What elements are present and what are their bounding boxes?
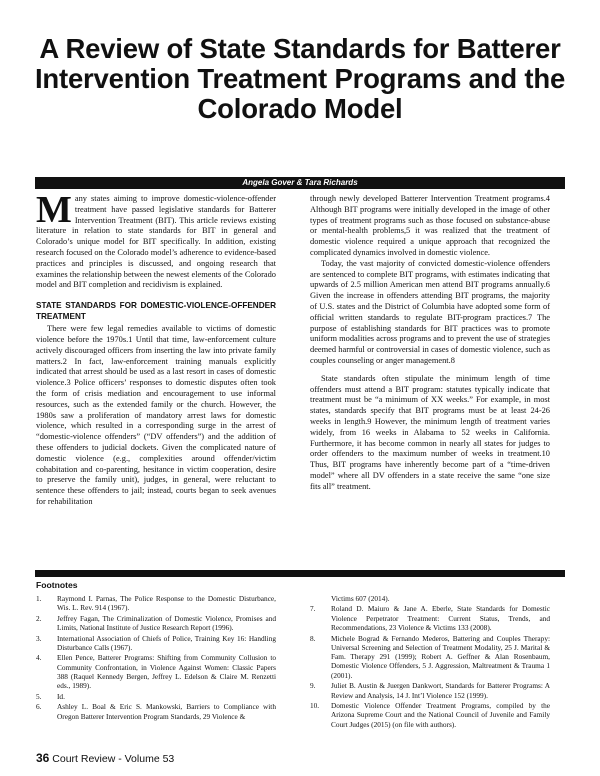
body-paragraph: Today, the vast majority of convicted domestic-violence offenders are sentenced to complete BIT programs, with estimates indicating that upwards of 2.5 million American men attend BIT programs annually.6 Given the increase in offenders attending BIT programs, the majority of U.S. states and the District of Columbia have adopted some form of official written standards to regulate BIT-program practices.7 The purpose of establishing standards for BIT practices was to promote uniform modalities across programs and to prevent the use of strategies deemed harmful or controversial in cases of domestic violence, such as couples counseling or anger management.8 [310, 258, 550, 365]
footnote: 5. Id. [36, 691, 65, 701]
article-title: A Review of State Standards for Batterer Intervention Treatment Programs and the Colorado Model [34, 33, 566, 124]
footnote: 8. Michele Bograd & Fernando Mederos, Battering and Couples Therapy: Universal Screening and Selection of Treatment Modality, 25 J. Marital & Fam. Therapy 291 (1999); Robert A. Geffner & Alan Rosenbaum, Domestic Violence Offenders, 5 J. Aggression, Maltreatment & Trauma 1 (2001). [310, 633, 550, 680]
footnotes-heading: Footnotes [36, 580, 78, 590]
body-paragraph: State standards often stipulate the minimum length of time offenders must attend a BIT program: statutes typically indicate that treatment must be “a minimum of XX weeks.” For example, in most states, standards specify that BIT programs must be at least 24-26 weeks in length.9 However, the minimum length of treatment varies widely, from 16 weeks in Alabama to 52 weeks in California. Furthermore, it has become common in nearly all states for judges to order offenders to the maximum number of weeks in treatment.10 Thus, BIT programs have inherently become part of a “time-driven model” where all DV offenders in a state receive the same “one size fits all” treatment. [310, 373, 550, 491]
page-footer [36, 751, 174, 765]
drop-cap: M [36, 189, 72, 231]
author-byline: Angela Gover & Tara Richards [35, 177, 565, 189]
footnote: 4. Ellen Pence, Batterer Programs: Shifting from Community Collusion to Community Confrontation, in Violence Against Women: Classic Papers 388 (Raquel Kennedy Bergen, Jeffrey L. Edelson & Claire M. Renzetti eds., 1989). [36, 653, 276, 691]
footnote: 9. Juliet B. Austin & Juergen Dankwort, Standards for Batterer Programs: A Review and Analysis, 14 J. Int’l Violence 152 (1999). [310, 681, 550, 700]
section-heading: STATE STANDARDS FOR DOMESTIC-VIOLENCE-OFFENDER TREATMENT [36, 301, 276, 321]
page-number: 36 [36, 751, 50, 765]
journal-name: Court Review - Volume 53 [52, 753, 175, 765]
intro-paragraph [36, 189, 276, 291]
footnote: 10. Domestic Violence Offender Treatment Programs, compiled by the Arizona Supreme Court and the National Council of Juvenile and Family Court Judges (2015) (on file with authors). [310, 701, 550, 729]
intro-text: any states aiming to improve domestic-violence-offender treatment have passed legislative standards for Batterer Intervention Treatment (BIT). This article reviews existing literature in relation to state standards for BIT in general and Colorado’s unique model for BIT specifically. In addition, existing research focused on the Colorado model’s adherence to evidence-based practices and principles is discussed, and ongoing research that examines the relationship between the newest elements of the Colorado model and BIT completion and recidivism is explained. [36, 194, 276, 290]
footnotes-right-column [310, 594, 550, 730]
footnote: 1. Raymond I. Parnas, The Police Response to the Domestic Disturbance, Wis. L. Rev. 914 (1967). [36, 594, 276, 613]
right-column [310, 194, 550, 493]
left-column [36, 189, 276, 508]
footnote: 2. Jeffrey Fagan, The Criminalization of Domestic Violence, Promises and Limits, National Institute of Justice Research Report (1996). [36, 613, 276, 633]
footnote: 7. Roland D. Maiuro & Jane A. Eberle, State Standards for Domestic Violence Perpetrator Treatment: Current Status, Trends, and Recommendations, 23 Violence & Victims 133 (2008). [310, 604, 550, 633]
footnotes-divider [35, 570, 565, 577]
footnote: 3. International Association of Chiefs of Police, Training Key 16: Handling Disturbance Calls (1967). [36, 633, 276, 652]
footnote: 6. Ashley L. Boal & Eric S. Mankowski, Barriers to Compliance with Oregon Batterer Intervention Program Standards, 29 Violence & [36, 702, 276, 721]
body-paragraph: through newly developed Batterer Intervention Treatment programs.4 Although BIT programs were initially developed in the image of other types of treatment programs such as those focused on substance-abuse or mental-health problems,5 it was realized that the treatment of domestic violence required a unique approach that recognized the complicated dynamics involved in domestic violence. [310, 194, 550, 257]
body-paragraph: There were few legal remedies available to victims of domestic violence before the 1970s.1 Until that time, law-enforcement culture actively discouraged officers from inserting the law into private family matters.2 In fact, law-enforcement training manuals explicitly indicated that arrest should be used as a last resort in cases of domestic violence.3 Police officers’ responses to domestic disputes often took the form of crisis mediation and encouragement to use informal resources, such as the extended family or the church. However, the 1980s saw a proliferation of mandatory arrest laws for domestic violence, which resulted in a corresponding surge in the arrest of “domestic-violence offenders” (“DV offenders”) and the addition of these offenders to judicial dockets. Given the complicated nature of domestic violence (e.g., complexities around offender/victim cohabitation and co-parenting, hesitance in victim cooperation, desire to preserve the family unit), judges, in general, were reluctant to sentence these offenders to jail; instead, courts began to seek avenues for rehabilitation [36, 324, 276, 506]
footnote-continuation: Victims 607 (2014). [331, 594, 390, 603]
footnotes-left-column [36, 594, 276, 722]
